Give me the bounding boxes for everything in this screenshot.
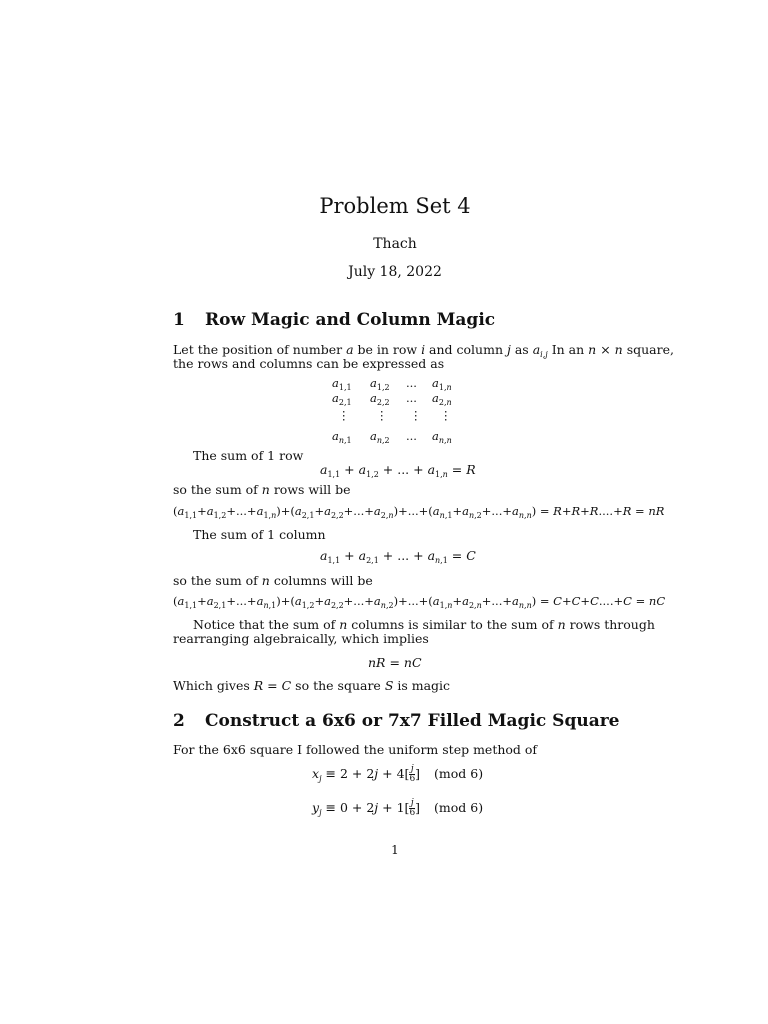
paper-author: Thach	[373, 236, 417, 252]
sum-n-rows-label: so the sum of n rows will be	[173, 482, 351, 497]
section-1-intro-line-2: the rows and columns can be expressed as	[173, 356, 445, 371]
paper-title: Problem Set 4	[319, 194, 471, 218]
section-2-title: Construct a 6x6 or 7x7 Filled Magic Square	[205, 711, 620, 731]
notice-line-1: Notice that the sum of n columns is similar to the sum of n rows through	[193, 617, 655, 632]
yj-mod-label: (mod 6)	[434, 800, 484, 815]
sum-n-cols-label: so the sum of n columns will be	[173, 573, 373, 588]
section-2-number: 2	[173, 711, 185, 731]
notice-line-2: rearranging algebraically, which implies	[173, 631, 429, 646]
section-1-heading	[173, 310, 495, 330]
section-2-intro: For the 6x6 square I followed the uniform step method of	[173, 742, 538, 757]
sum-row-label: The sum of 1 row	[193, 448, 304, 463]
xj-congruence: $x_j \equiv 2 + 2j + 4$[ $\frac{j}{6}$ ] (mod 6)	[312, 764, 484, 784]
xj-mod-label: (mod 6)	[434, 766, 484, 781]
section-1-intro-line-1: Let the position of number a be in row i and column j as $a_{i,j}$ In an n × n square,	[173, 342, 674, 359]
section-2-heading	[173, 711, 619, 731]
section-1-conclusion: Which gives R = C so the square S is magic	[173, 678, 451, 693]
sum-row-equation: $a_{1,1} + a_{1,2}$ + ... + $a_{1,n} = R$	[320, 462, 476, 479]
section-1-number: 1	[173, 310, 185, 330]
sum-n-cols-equation: $(a_{1,1}+a_{2,1}+...+a_{n,1})+(a_{1,2}+a_{2,2}+...+a_{n,2})+...+(a_{1,n}+a_{2,n}+...+a_{n,n}) = C+C+C....+C$ = nC	[173, 594, 666, 610]
sum-col-label: The sum of 1 column	[193, 527, 326, 542]
sum-col-equation: $a_{1,1} + a_{2,1}$ + ... + $a_{n,1} = C$	[320, 548, 476, 565]
sum-n-rows-equation: $(a_{1,1}+a_{1,2}+...+a_{1,n})+(a_{2,1}+a_{2,2}+...+a_{2,n})+...+(a_{n,1}+a_{n,2}+...+a_{n,n}) = R+R+R....+R$ = nR	[173, 504, 665, 520]
yj-congruence: $y_j \equiv 0 + 2j + 1$[ $\frac{j}{6}$ ] (mod 6)	[312, 798, 484, 818]
page-number: 1	[391, 843, 399, 857]
paper-date: July 18, 2022	[348, 264, 442, 280]
section-1-title: Row Magic and Column Magic	[205, 310, 496, 330]
document-page: Problem Set 4 Thach July 18, 2022 1 Row Magic and Column Magic Let the position of number a be in row i and column j as $a_{i,j}$ In an n × n square, the rows and columns can be expressed as $a_{1,1}$ $a_{1,2}$ ... $a_{1,n}$ $a_{2,1}$ $a_{2,2}$ ... $a_{2,n}$ ⋮ ⋮ ⋮ ⋮ $a_{n,1}$ $a_{n,2}$ ... $a_{n,n}$ The sum of 1 row $a_{1,1} + a_{1,2}$ + ... + $a_{1,n} = R$ so the sum of n rows will be $(a_{1,1}+a_{1,2}+...+a_{1,n})+(a_{2,1}+a_{2,2}+...+a_{2,n})+...+(a_{n,1}+a_{n,2}+...+a_{n,n}) = R+R+R....+R$ = nR The sum of 1 column $a_{1,1} + a_{2,1}$ + ... + $a_{n,1} = C$ so the sum of n columns will be $(a_{1,1}+a_{2,1}+...+a_{n,1})+(a_{1,2}+a_{2,2}+...+a_{n,2})+...+(a_{1,n}+a_{2,n}+...+a_{n,n}) = C+C+C....+C$ = nC Notice that the sum of n columns is similar to the sum of n rows through rearranging algebraically, which implies nR = nC Which gives R = C so the square S is magic 2 Construct a 6x6 or 7x7 Filled Magic Square For the 6x6 square I followed the uniform step method of $x_j \equiv 2 + 2j + 4$[ $\frac{j}{6}$ ] (mod 6) $y_j \equiv 0 + 2j + 1$[ $\frac{j}{6}$ ] (mod 6) 1	[0, 0, 768, 1024]
nR-equals-nC: nR = nC	[368, 655, 422, 670]
